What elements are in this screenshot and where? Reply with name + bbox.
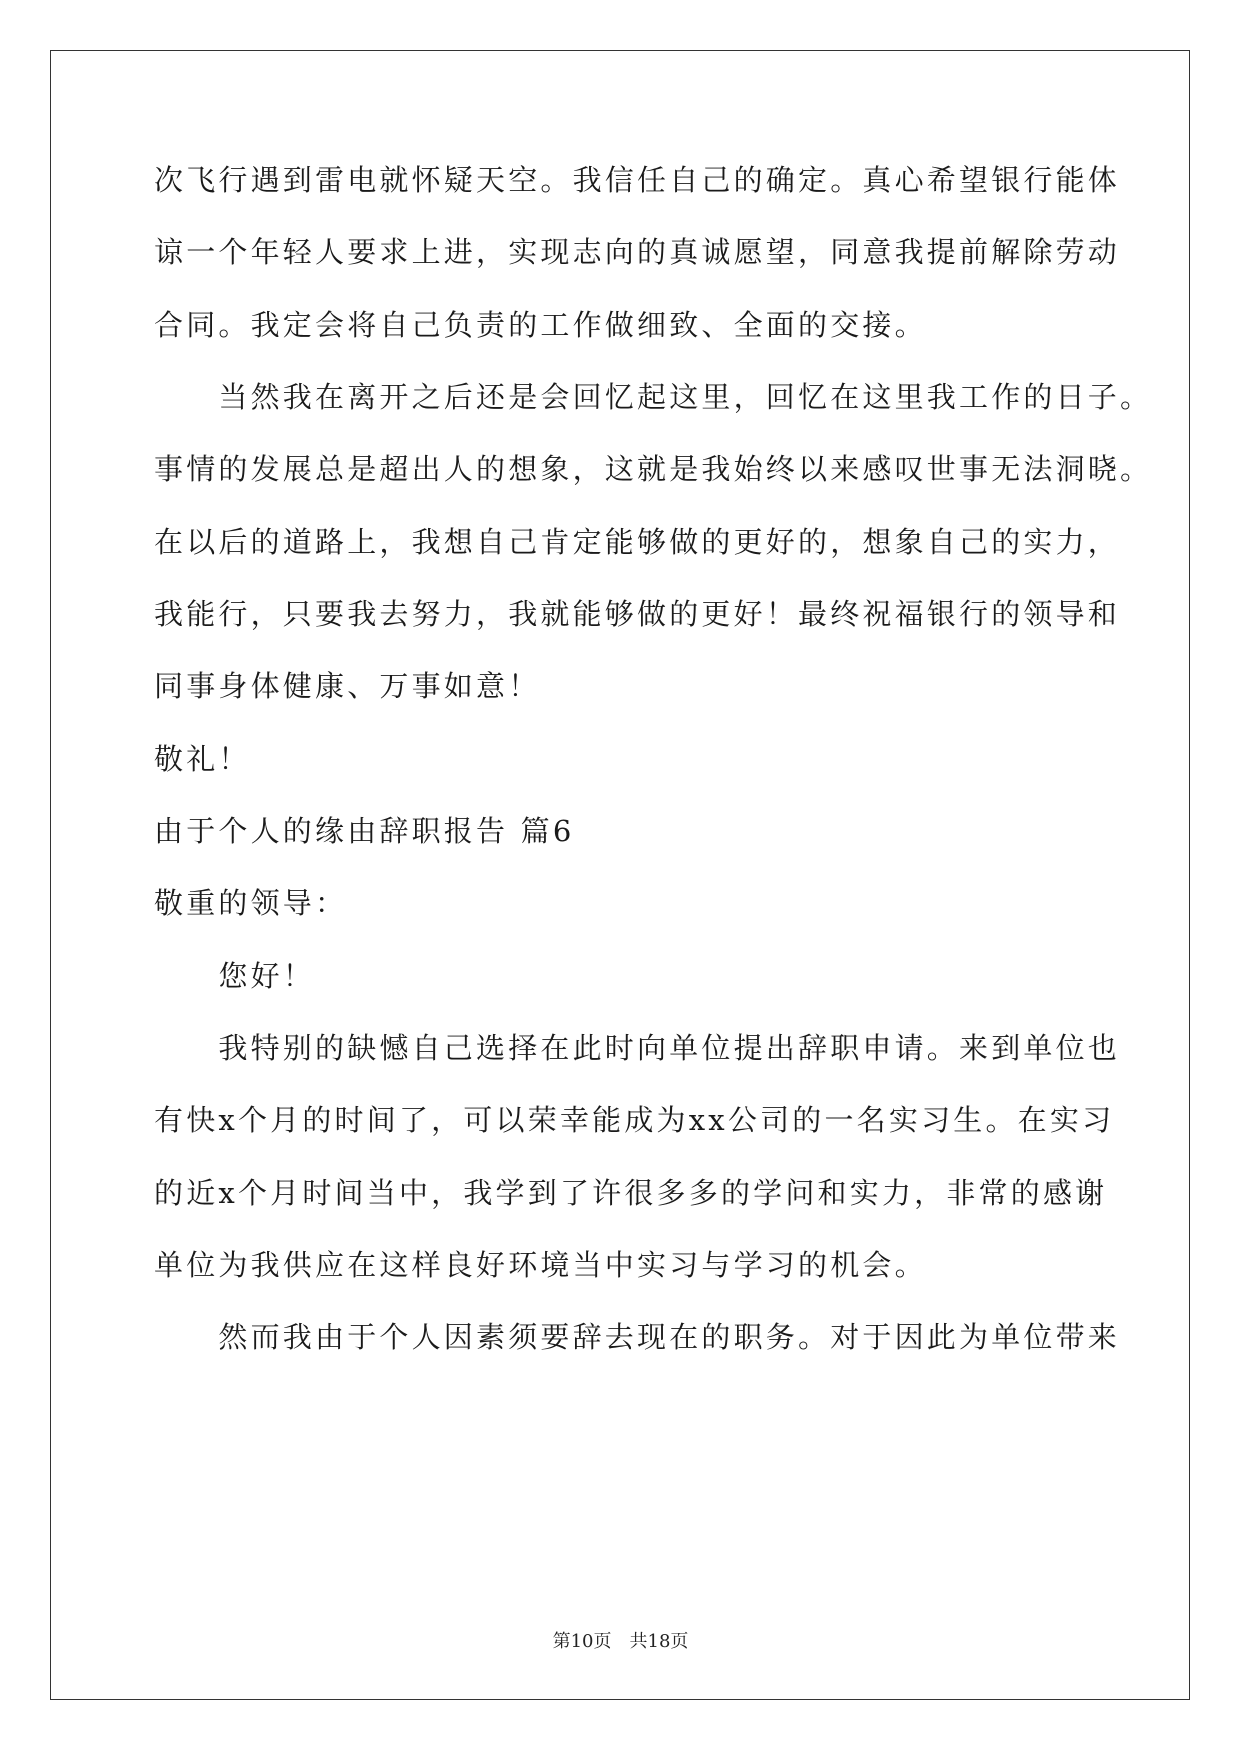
text-line: 有快x个月的时间了，可以荣幸能成为xx公司的一名实习生。在实习 (154, 1103, 1115, 1137)
text-line: 在以后的道路上，我想自己肯定能够做的更好的，想象自己的实力， (154, 525, 1121, 559)
greeting: 敬重的领导： (154, 886, 348, 920)
text-line: 的近x个月时间当中，我学到了许很多多的学问和实力，非常的感谢 (154, 1176, 1108, 1210)
text-line: 合同。我定会将自己负责的工作做细致、全面的交接。 (154, 308, 927, 342)
text-line: 我能行，只要我去努力，我就能够做的更好！最终祝福银行的领导和 (154, 597, 1121, 631)
section-heading: 由于个人的缘由辞职报告 篇6 (154, 814, 575, 848)
text-line: 我特别的缺憾自己选择在此时向单位提出辞职申请。来到单位也 (154, 1031, 1121, 1065)
text-line: 当然我在离开之后还是会回忆起这里，回忆在这里我工作的日子。 (154, 380, 1153, 414)
text-line: 事情的发展总是超出人的想象，这就是我始终以来感叹世事无法洞晓。 (154, 452, 1153, 486)
page-number: 第10页 共18页 (552, 1631, 689, 1652)
text-line: 同事身体健康、万事如意！ (154, 669, 541, 703)
text-line: 然而我由于个人因素须要辞去现在的职务。对于因此为单位带来 (154, 1320, 1121, 1354)
text-line: 单位为我供应在这样良好环境当中实习与学习的机会。 (154, 1248, 927, 1282)
page-border (50, 50, 1190, 1700)
text-line: 谅一个年轻人要求上进，实现志向的真诚愿望，同意我提前解除劳动 (154, 235, 1121, 269)
text-line: 次飞行遇到雷电就怀疑天空。我信任自己的确定。真心希望银行能体 (154, 163, 1121, 197)
text-line: 您好！ (154, 959, 316, 993)
closing-salutation: 敬礼！ (154, 742, 251, 776)
page-footer (0, 1630, 1241, 1654)
